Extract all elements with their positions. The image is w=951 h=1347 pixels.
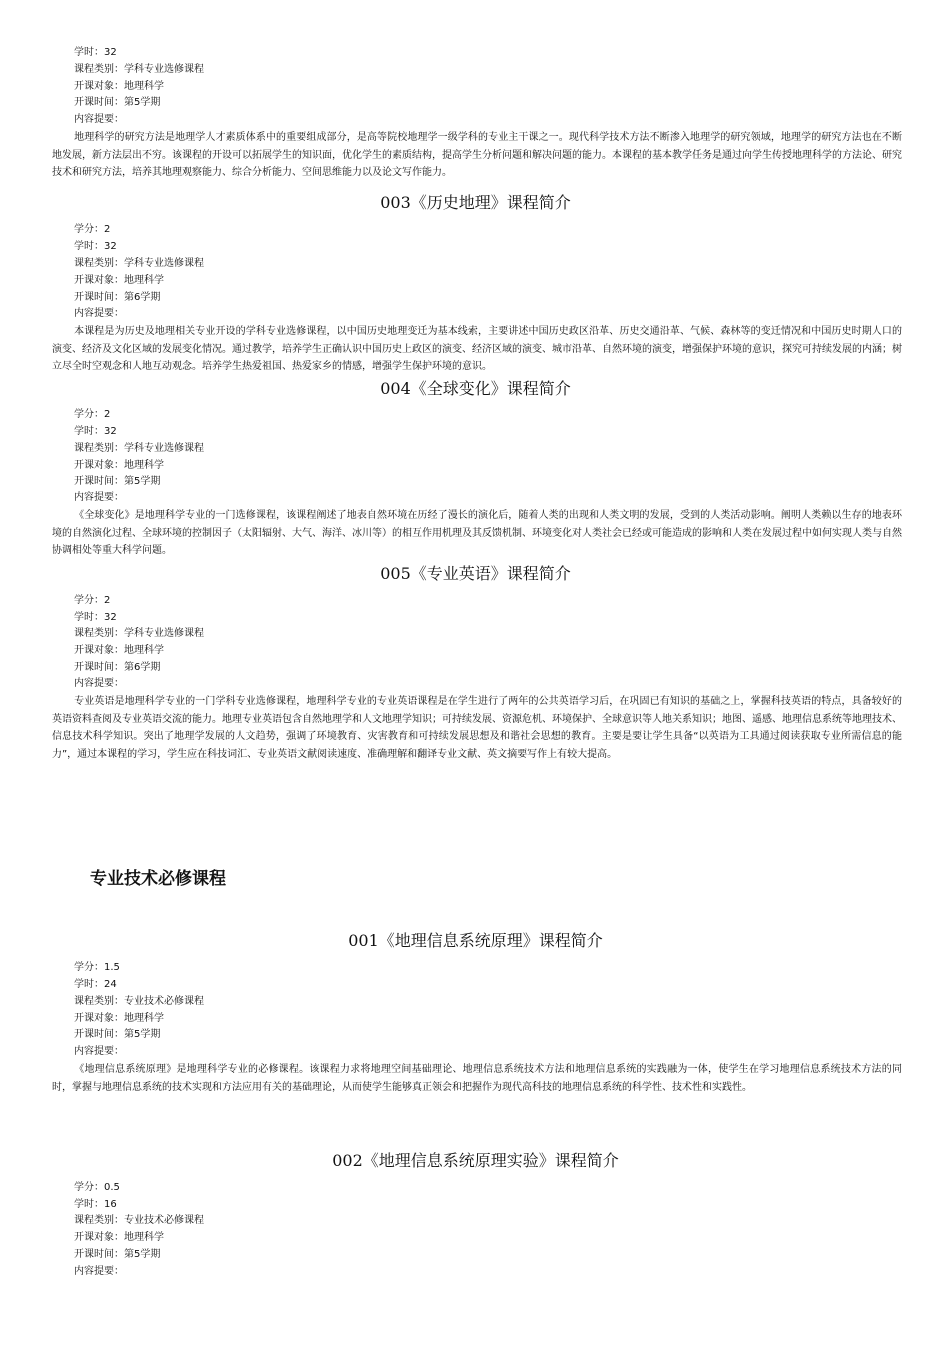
meta-audience: 开课对象：地理科学 — [74, 460, 164, 471]
course-content — [52, 507, 902, 560]
meta-audience: 开课对象：地理科学 — [74, 81, 164, 92]
course-title-004: 004《全球变化》课程简介 — [380, 379, 571, 398]
meta-category: 课程类别：学科专业选修课程 — [74, 64, 204, 75]
course-title-002: 002《地理信息系统原理实验》课程简介 — [332, 1151, 619, 1170]
meta-term: 开课时间：第5学期 — [74, 476, 161, 487]
meta-credits: 学分：0.5 — [74, 1182, 120, 1193]
section-heading: 专业技术必修课程 — [90, 869, 226, 889]
meta-audience: 开课对象：地理科学 — [74, 1013, 164, 1024]
course-content-text: 本课程是为历史及地理相关专业开设的学科专业选修课程，以中国历史地理变迁为基本线索，主要讲述中国历史政区沿革、历史交通沿革、气候、森林等的变迁情况和中国历史时期人口的演变、经济及文化区域的发展变化情况。通过教学，培养学生正确认识中国历史上政区的演变、经济区域的演变、城市沿革、自然环境的演变，增强保护环境的意识，探究可持续发展的内涵；树立尽全时空观念和人地互动观念。培养学生热爱祖国、热爱家乡的情感，增强学生保护环境的意识。 — [52, 326, 902, 372]
meta-summary-label: 内容提要： — [74, 114, 124, 125]
course-content-text: 专业英语是地理科学专业的一门学科专业选修课程，地理科学专业的专业英语课程是在学生进行了两年的公共英语学习后，在巩固已有知识的基础之上，掌握科技英语的特点，具备较好的英语资料查阅及专业英语交流的能力。地理专业英语包含自然地理学和人文地理学知识；可持续发展、资源危机、环境保护、全球意识等人地关系知识；地图、遥感、地理信息系统等地理技术、信息技术科学知识。突出了地理学发展的人文趋势，强调了环境教育、灾害教育和可持续发展思想及和谐社会思想的教育。主要是要让学生具备“以英语为工具通过阅读获取专业所需信息的能力”，通过本课程的学习，学生应在科技词汇、专业英语文献阅读速度、准确理解和翻译专业文献、英文摘要写作上有较大提高。 — [52, 696, 902, 760]
course-content-text: 《地理信息系统原理》是地理科学专业的必修课程。该课程力求将地理空间基础理论、地理信息系统技术方法和地理信息系统的实践融为一体，使学生在学习地理信息系统技术方法的同时，掌握与地理信息系统的技术实现和方法应用有关的基础理论，从而使学生能够真正领会和把握作为现代高科技的地理信息系统的科学性、技术性和实践性。 — [52, 1064, 902, 1093]
meta-summary-label: 内容提要： — [74, 1266, 124, 1277]
meta-credits: 学分：2 — [74, 409, 111, 420]
meta-term: 开课时间：第5学期 — [74, 1249, 161, 1260]
meta-summary-label: 内容提要： — [74, 1046, 124, 1057]
meta-hours: 学时：32 — [74, 47, 117, 58]
meta-hours: 学时：32 — [74, 612, 117, 623]
course-content — [52, 129, 902, 182]
meta-category: 课程类别：专业技术必修课程 — [74, 996, 204, 1007]
meta-category: 课程类别：学科专业选修课程 — [74, 443, 204, 454]
course-title-001: 001《地理信息系统原理》课程简介 — [348, 931, 603, 950]
course-content — [52, 323, 902, 376]
course-title-003: 003《历史地理》课程简介 — [380, 193, 571, 212]
course-content-text: 地理科学的研究方法是地理学人才素质体系中的重要组成部分，是高等院校地理学一级学科的专业主干课之一。现代科学技术方法不断渗入地理学的研究领域，地理学的研究方法也在不断地发展，新方法层出不穷。该课程的开设可以拓展学生的知识面，优化学生的素质结构，提高学生分析问题和解决问题的能力。本课程的基本教学任务是通过向学生传授地理科学的方法论、研究技术和研究方法，培养其地理观察能力、综合分析能力、空间思维能力以及论文写作能力。 — [52, 132, 902, 178]
course-content-text: 《全球变化》是地理科学专业的一门选修课程，该课程阐述了地表自然环境在历经了漫长的演化后，随着人类的出现和人类文明的发展，受到的人类活动影响。阐明人类赖以生存的地表环境的自然演化过程、全球环境的控制因子（太阳辐射、大气、海洋、冰川等）的相互作用机理及其反馈机制、环境变化对人类社会已经或可能造成的影响和人类在发展过程中如何实现人类与自然协调相处等重大科学问题。 — [52, 510, 902, 556]
meta-term: 开课时间：第5学期 — [74, 1029, 161, 1040]
meta-audience: 开课对象：地理科学 — [74, 1232, 164, 1243]
meta-credits: 学分：2 — [74, 224, 111, 235]
course-title-005: 005《专业英语》课程简介 — [380, 564, 571, 583]
meta-audience: 开课对象：地理科学 — [74, 645, 164, 656]
meta-category: 课程类别：专业技术必修课程 — [74, 1215, 204, 1226]
meta-category: 课程类别：学科专业选修课程 — [74, 258, 204, 269]
meta-summary-label: 内容提要： — [74, 492, 124, 503]
meta-hours: 学时：16 — [74, 1199, 117, 1210]
meta-hours: 学时：32 — [74, 241, 117, 252]
meta-category: 课程类别：学科专业选修课程 — [74, 628, 204, 639]
meta-term: 开课时间：第6学期 — [74, 662, 161, 673]
meta-audience: 开课对象：地理科学 — [74, 275, 164, 286]
meta-summary-label: 内容提要： — [74, 678, 124, 689]
meta-summary-label: 内容提要： — [74, 308, 124, 319]
course-content — [52, 693, 902, 763]
meta-credits: 学分：2 — [74, 595, 111, 606]
meta-term: 开课时间：第6学期 — [74, 292, 161, 303]
meta-hours: 学时：24 — [74, 979, 117, 990]
meta-hours: 学时：32 — [74, 426, 117, 437]
course-content — [52, 1061, 902, 1096]
meta-credits: 学分：1.5 — [74, 962, 120, 973]
meta-term: 开课时间：第5学期 — [74, 97, 161, 108]
